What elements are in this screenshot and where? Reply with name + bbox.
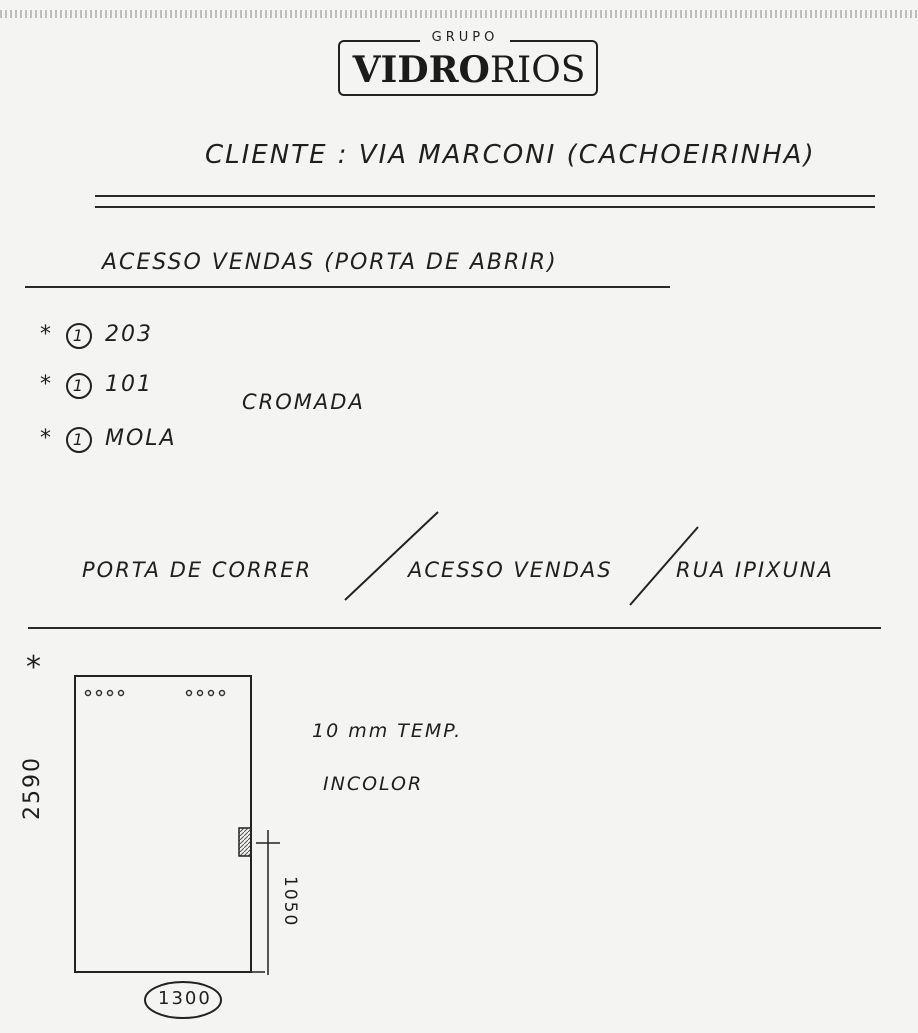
- client-line: CLIENTE : VIA MARCONI (CACHOEIRINHA): [205, 140, 816, 170]
- drawing-marker: *: [26, 650, 43, 685]
- section2-part3: RUA IPIXUNA: [676, 558, 834, 582]
- item-marker: *: [40, 372, 53, 397]
- handle-dim-text: 1050: [280, 876, 300, 928]
- qty-circle: 1: [66, 373, 92, 399]
- height-dimension: [20, 756, 45, 820]
- item-code: MOLA: [105, 426, 177, 451]
- height-dim-text: 2590: [20, 756, 45, 820]
- lock-box: [239, 828, 251, 856]
- item-code: 203: [105, 322, 153, 347]
- item-marker: *: [40, 322, 53, 347]
- spec-color: INCOLOR: [323, 773, 424, 795]
- section1-title: ACESSO VENDAS (PORTA DE ABRIR): [102, 250, 558, 275]
- door-outline: [75, 676, 251, 972]
- spec-thickness: 10 mm TEMP.: [312, 720, 463, 742]
- logo-grupo-text: GRUPO: [420, 30, 510, 48]
- qty-circle: 1: [66, 323, 92, 349]
- logo-light-text: RIOS: [489, 50, 586, 91]
- section2-part2: ACESSO VENDAS: [408, 558, 613, 582]
- width-dimension: 1300: [158, 988, 212, 1009]
- hole-dots: [86, 691, 225, 696]
- finish-label: CROMADA: [242, 390, 365, 414]
- logo-bold-text: VIDRO: [352, 49, 490, 91]
- qty-circle: 1: [66, 427, 92, 453]
- section2-part1: PORTA DE CORRER: [82, 558, 313, 582]
- item-marker: *: [40, 426, 53, 451]
- item-code: 101: [105, 372, 153, 397]
- handle-dimension: [280, 876, 300, 927]
